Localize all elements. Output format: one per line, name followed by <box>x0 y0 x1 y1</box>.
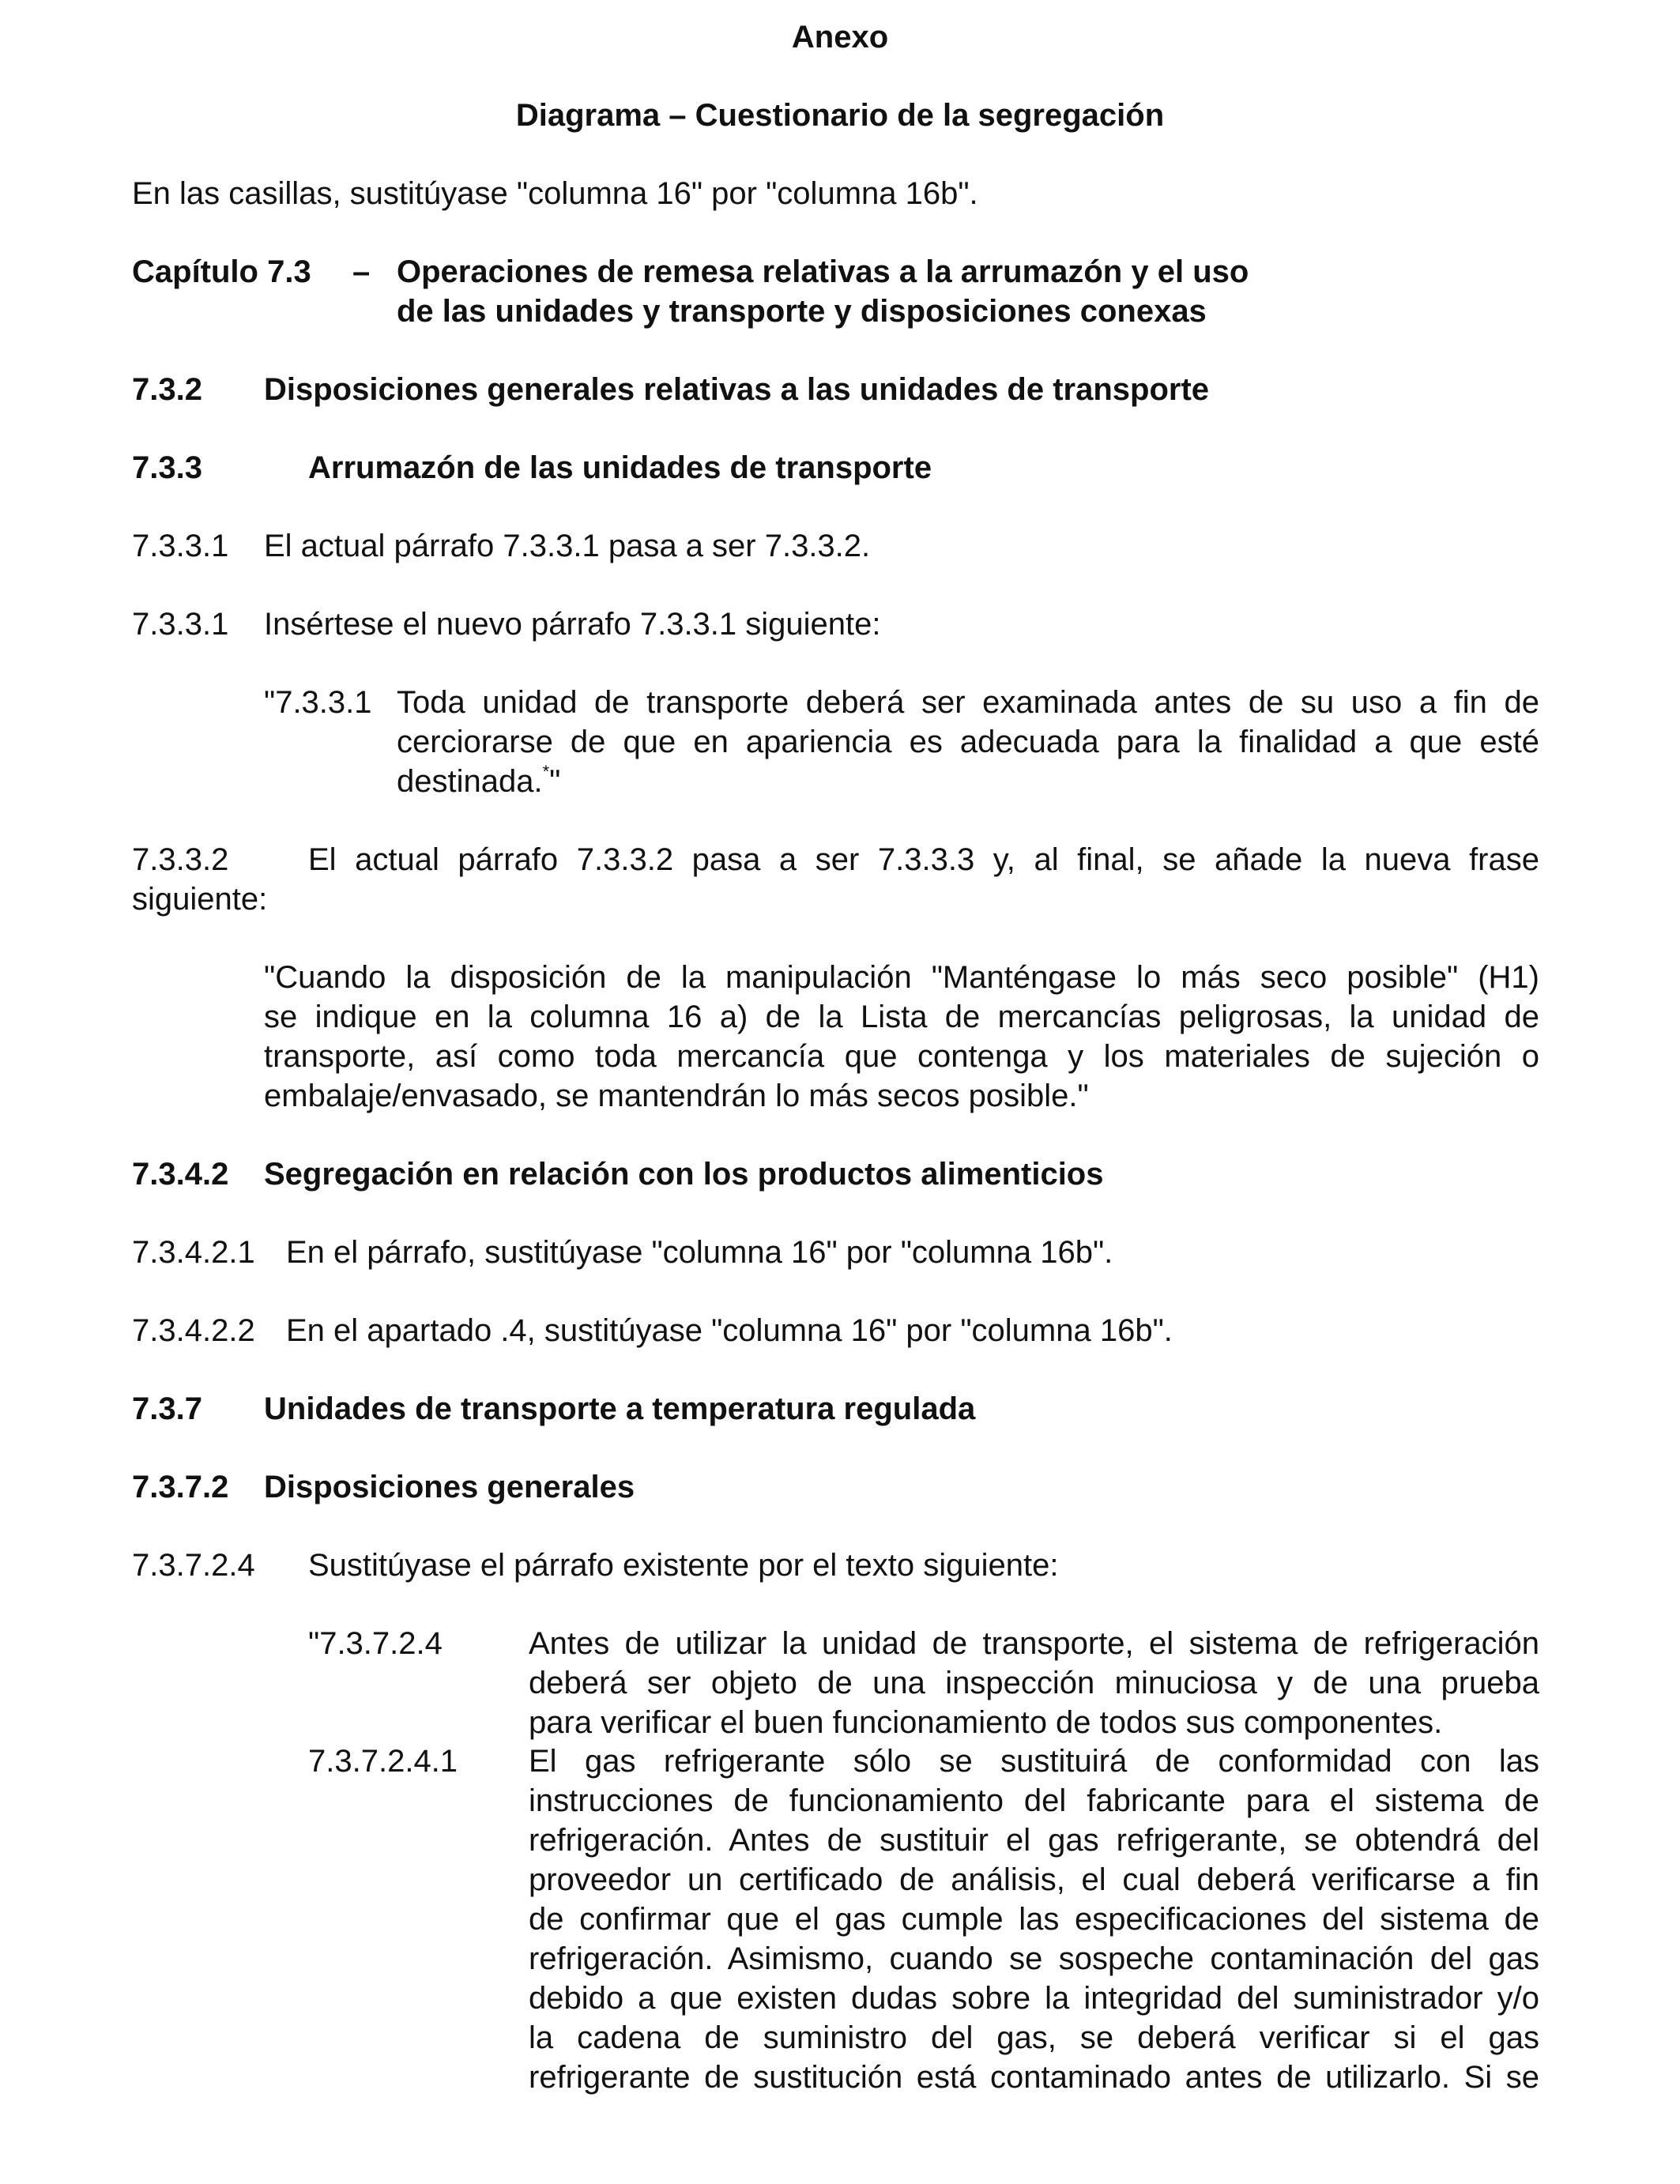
annex-title: Anexo <box>791 20 889 55</box>
paragraph-text: El actual párrafo 7.3.3.2 pasa a ser 7.3.3.3 y, al final, se añade la nueva frase <box>308 842 1539 877</box>
section-number: 7.3.7.2 <box>132 1470 229 1504</box>
diagram-title: Diagrama – Cuestionario de la segregación <box>515 98 1165 133</box>
quoted-paragraph-number: "7.3.7.2.4 <box>308 1626 443 1661</box>
paragraph-text: El actual párrafo 7.3.3.1 pasa a ser 7.3.3.2. <box>264 529 871 563</box>
paragraph-number: 7.3.7.2.4 <box>132 1548 255 1583</box>
section-title: Segregación en relación con los productos alimenticios <box>264 1157 1104 1192</box>
paragraph-number: 7.3.4.2.1 <box>132 1235 255 1270</box>
chapter-title-line2: de las unidades y transporte y disposiciones conexas <box>397 294 1207 329</box>
quoted-line: se indique en la columna 16 a) de la Lista de mercancías peligrosas, la unidad de <box>264 1000 1539 1034</box>
section-number: 7.3.2 <box>132 372 202 407</box>
quoted-line: de confirmar que el gas cumple las especificaciones del sistema de <box>529 1902 1539 1937</box>
paragraph-number: 7.3.3.1 <box>132 529 229 563</box>
chapter-label: Capítulo 7.3 <box>132 254 311 289</box>
section-title: Disposiciones generales <box>264 1470 635 1504</box>
quoted-line: la cadena de suministro del gas, se deberá verificar si el gas <box>529 2020 1539 2055</box>
quoted-line-text: destinada. <box>397 764 543 799</box>
paragraph-line: siguiente: <box>132 882 268 917</box>
quoted-line: proveedor un certificado de análisis, el cual deberá verificarse a fin <box>529 1862 1539 1897</box>
section-title: Disposiciones generales relativas a las unidades de transporte <box>264 372 1210 407</box>
quoted-line: El gas refrigerante sólo se sustituirá de conformidad con las <box>529 1744 1539 1779</box>
section-number: 7.3.7 <box>132 1391 202 1426</box>
section-number: 7.3.4.2 <box>132 1157 229 1192</box>
close-quote: " <box>549 764 561 799</box>
quoted-line: refrigeración. Asimismo, cuando se sospeche contaminación del gas <box>529 1941 1539 1976</box>
paragraph-7332 <box>132 840 1539 919</box>
paragraph-text: En el párrafo, sustitúyase "columna 16" por "columna 16b". <box>286 1235 1113 1270</box>
paragraph-number: 7.3.3.1 <box>132 607 229 642</box>
quoted-line: debido a que existen dudas sobre la integridad del suministrador y/o <box>529 1981 1539 2016</box>
paragraph-line <box>132 840 1539 879</box>
section-number: 7.3.3 <box>132 450 202 485</box>
quoted-line: "Cuando la disposición de la manipulación "Manténgase lo más seco posible" (H1) <box>264 960 1539 995</box>
quoted-line: instrucciones de funcionamiento del fabricante para el sistema de <box>529 1783 1539 1818</box>
quoted-line: transporte, así como toda mercancía que contenga y los materiales de sujeción o <box>264 1039 1539 1074</box>
chapter-dash: – <box>352 254 371 289</box>
quoted-line: para verificar el buen funcionamiento de todos sus componentes. <box>529 1705 1443 1740</box>
quoted-paragraph <box>529 1624 1539 1742</box>
quoted-line: Antes de utilizar la unidad de transporte, el sistema de refrigeración <box>529 1626 1539 1661</box>
quoted-paragraph-number: "7.3.3.1 <box>264 685 372 720</box>
quoted-line: refrigeración. Antes de sustituir el gas refrigerante, se obtendrá del <box>529 1823 1539 1858</box>
chapter-title-line1: Operaciones de remesa relativas a la arrumazón y el uso <box>397 254 1249 289</box>
quoted-paragraph <box>529 1742 1539 2097</box>
quoted-paragraph-number: 7.3.7.2.4.1 <box>308 1744 458 1779</box>
quoted-line: refrigerante de sustitución está contaminado antes de utilizarlo. Si se <box>529 2060 1539 2095</box>
quoted-line: cerciorarse de que en apariencia es adecuada para la finalidad a que esté <box>397 725 1539 759</box>
quoted-line: Toda unidad de transporte deberá ser examinada antes de su uso a fin de <box>397 685 1539 720</box>
section-title: Arrumazón de las unidades de transporte <box>308 450 932 485</box>
footnote-mark: * <box>542 762 550 781</box>
annex-intro: En las casillas, sustitúyase "columna 16" por "columna 16b". <box>132 176 978 211</box>
quoted-line: embalaje/envasado, se mantendrán lo más secos posible." <box>264 1079 1089 1113</box>
paragraph-number: 7.3.4.2.2 <box>132 1313 255 1348</box>
quoted-line-last <box>397 762 1539 801</box>
paragraph-text: Sustitúyase el párrafo existente por el texto siguiente: <box>308 1548 1059 1583</box>
quoted-paragraph <box>397 683 1539 801</box>
paragraph-number: 7.3.3.2 <box>132 842 229 877</box>
paragraph-text: Insértese el nuevo párrafo 7.3.3.1 siguiente: <box>264 607 881 642</box>
quoted-paragraph <box>264 958 1539 1116</box>
quoted-line: deberá ser objeto de una inspección minuciosa y de una prueba <box>529 1666 1539 1700</box>
paragraph-text: En el apartado .4, sustitúyase "columna 16" por "columna 16b". <box>286 1313 1173 1348</box>
section-title: Unidades de transporte a temperatura regulada <box>264 1391 976 1426</box>
